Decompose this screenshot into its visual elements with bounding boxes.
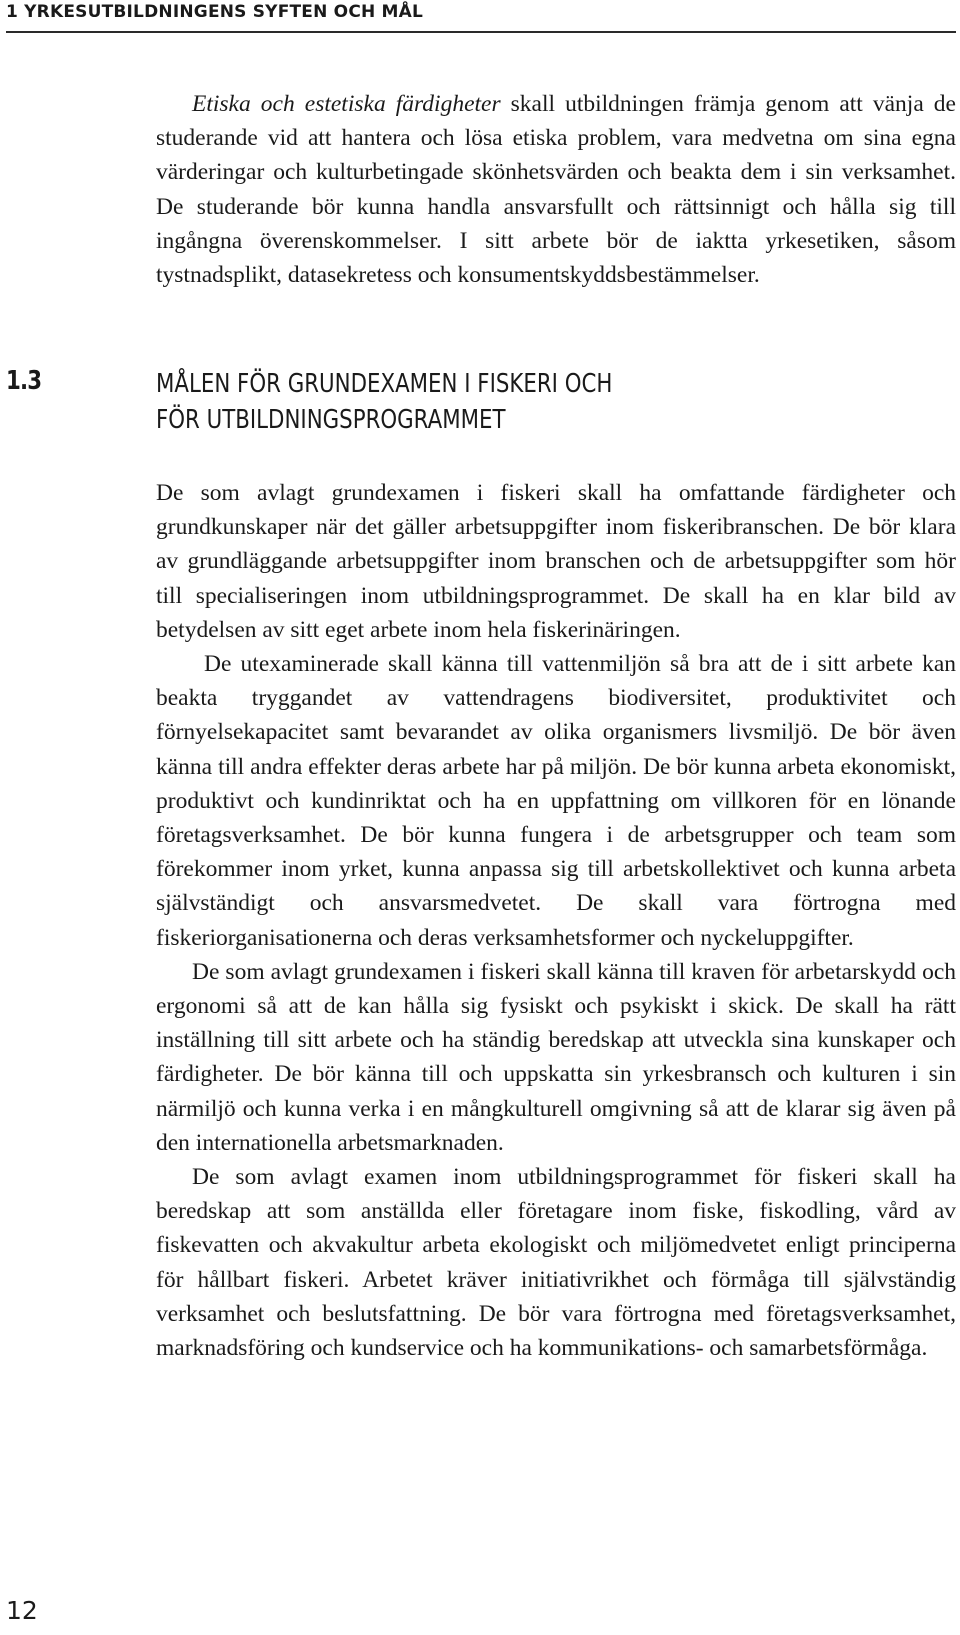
- intro-paragraph-lead: Etiska och estetiska färdigheter: [192, 91, 501, 117]
- section-paragraph-1: De som avlagt grundexamen i fiskeri skall ha omfattande färdigheter och grundkunskaper när det gäller arbetsuppgifter inom fiskeribranschen. De bör klara av grundläggande arbetsuppgifter inom branschen och de arbetsuppgifter som hör till specialiseringen inom utbildningsprogrammet. De skall ha en klar bild av betydelsen av sitt eget arbete inom hela fiskerinäringen.: [156, 480, 956, 643]
- section-number: 1.3: [6, 366, 42, 396]
- section-heading-line-1: MÅLEN FÖR GRUNDEXAMEN I FISKERI OCH: [156, 369, 613, 399]
- header-rule: [6, 31, 956, 33]
- page-number: 12: [6, 1596, 38, 1625]
- running-head: 1 YRKESUTBILDNINGENS SYFTEN OCH MÅL: [6, 2, 424, 22]
- intro-paragraph: [156, 87, 956, 292]
- section-heading-line-2: FÖR UTBILDNINGSPROGRAMMET: [156, 405, 506, 435]
- section-text-block: [156, 476, 956, 1365]
- section-heading: [156, 366, 779, 438]
- section-paragraph-3: De som avlagt grundexamen i fiskeri skall känna till kraven för arbetarskydd och ergonomi så att de kan hålla sig fysiskt och psykiskt i skick. De skall ha rätt inställning till sitt arbete och ha ständig beredskap att utveckla sina kunskaper och färdigheter. De bör känna till och uppskatta sin yrkesbransch och kulturen i sin närmiljö och kunna verka i en mångkulturell omgivning så att de klarar sig även på den internationella arbetsmarknaden.: [156, 958, 956, 1156]
- intro-paragraph-body: skall utbildningen främja genom att vänja de studerande vid att hantera och lösa etiska problem, vara medvetna om sina egna värderingar och kulturbetingade skönhetsvärden och beakta dem i sin verksamhet. De studerande bör kunna handla ansvarsfullt och rättsinnigt och hålla sig till ingångna överenskommelser. I sitt arbete bör de iaktta yrkesetiken, såsom tystnadsplikt, datasekretess och konsumentskyddsbestämmelser.: [156, 91, 956, 289]
- section-paragraph-2: De utexaminerade skall känna till vattenmiljön så bra att de i sitt arbete kan beakta tryggandet av vattendragens biodiversitet, produktivitet och förnyelsekapacitet samt bevarandet av olika organismers livsmiljö. De bör även känna till andra effekter deras arbete har på miljön. De bör kunna arbeta ekonomiskt, produktivt och kundinriktat och ha en uppfattning om villkoren för en lönande företagsverksamhet. De bör kunna fungera i de arbetsgrupper och team som förekommer inom yrket, kunna anpassa sig till arbetskollektivet och kunna arbeta självständigt och ansvarsmedvetet. De skall vara förtrogna med fiskeriorganisationerna och deras verksamhetsformer och nyckeluppgifter.: [156, 651, 956, 951]
- intro-text-block: [156, 87, 956, 292]
- section-paragraph-4: De som avlagt examen inom utbildningsprogrammet för fiskeri skall ha beredskap att som anställda eller företagare inom fiske, fiskodling, vård av fiskevatten och akvakultur arbeta ekologiskt och miljömedvetet enligt principerna för hållbart fiskeri. Arbetet kräver initiativrikhet och förmåga till självständig verksamhet och beslutsfattning. De bör vara förtrogna med företagsverksamhet, marknadsföring och kundservice och ha kommunikations- och samarbetsförmåga.: [156, 1164, 956, 1362]
